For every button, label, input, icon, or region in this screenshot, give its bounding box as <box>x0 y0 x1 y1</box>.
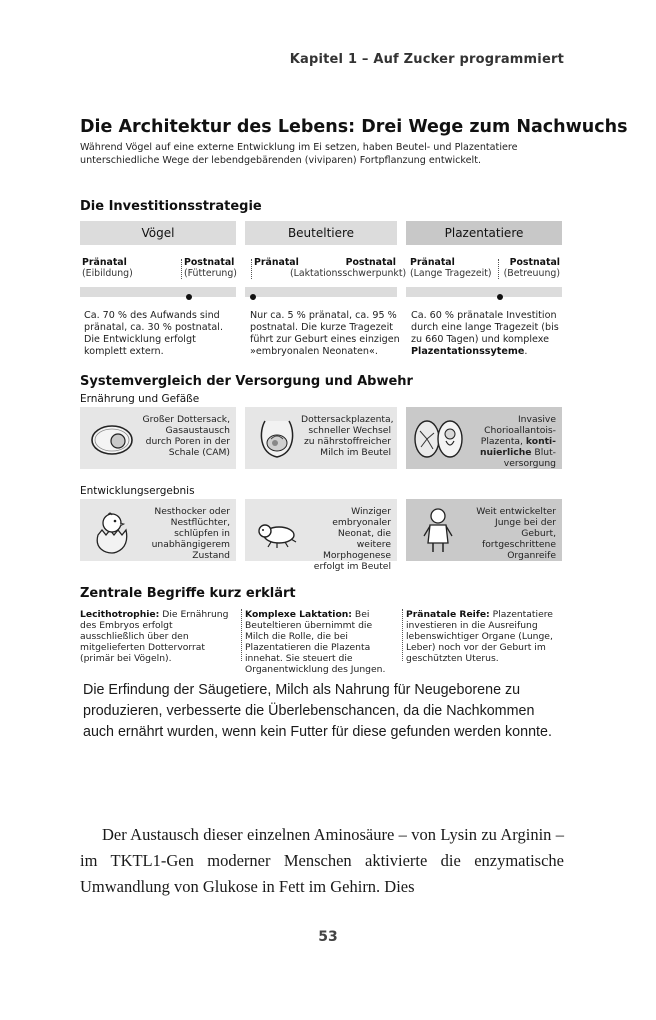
investment-bar-placentals <box>406 287 562 297</box>
phase-post-placentals: Postnatal (Betreuung) <box>503 257 560 279</box>
intro-text: Während Vögel auf eine externe Entwicklung im Ei setzen, haben Beutel- und Plazentatiere unterschiedliche Wege der lebendgebärenden (viviparen) Fortpflanzung entwickelt. <box>80 142 518 166</box>
running-head: Kapitel 1 – Auf Zucker programmiert <box>289 52 564 67</box>
page-title: Die Architektur des Lebens: Drei Wege zum Nachwuchs <box>80 117 628 137</box>
marsupials-nutrition-text: Dottersackplazenta, schneller Wechsel zu nährstoffreicher Milch im Beutel <box>301 414 394 458</box>
phase-pre-marsupials: Pränatal <box>254 257 299 268</box>
birds-investment-text: Ca. 70 % des Aufwands sind pränatal, ca. 30 % postnatal. Die Entwicklung erfolgt komplett extern. <box>84 310 223 357</box>
birds-nutrition-box <box>80 407 236 469</box>
placentals-outcome-text: Weit entwickelter Junge bei der Geburt, fortgeschrittene Organreife <box>476 506 556 561</box>
term-divider <box>402 609 403 661</box>
phase-divider <box>498 259 499 279</box>
system-heading: Systemvergleich der Versorgung und Abwehr <box>80 374 413 389</box>
terms-heading: Zentrale Begriffe kurz erklärt <box>80 586 296 601</box>
marsupials-nutrition-box <box>245 407 397 469</box>
col-head-placentals: Plazentatiere <box>406 221 562 245</box>
marsupials-outcome-box <box>245 499 397 572</box>
yolk-placenta-icon <box>251 413 303 463</box>
phase-pre-birds: Pränatal (Eibildung) <box>82 257 133 279</box>
placentals-nutrition-text: Invasive Chorioallantois-Plazenta, kontinuierliche Blutversorgung <box>479 414 556 469</box>
neonate-icon <box>251 505 303 555</box>
birds-outcome-box <box>80 499 236 561</box>
summary-paragraph: Die Erfindung der Säugetiere, Milch als Nahrung für Neugeborene zu produzieren, verbesserte die Überlebenschancen, da die Nachkommen auch ernährt wurden, wenn kein Futter für diese gefunden werden konnte. <box>83 682 552 740</box>
bar-split-marker <box>250 294 256 300</box>
baby-icon <box>412 505 464 555</box>
hatching-chick-icon <box>86 505 138 555</box>
row2-label: Entwicklungsergebnis <box>80 485 195 497</box>
bar-split-marker <box>497 294 503 300</box>
phase-divider <box>251 259 252 279</box>
placentals-nutrition-box <box>406 407 562 469</box>
placentals-outcome-box <box>406 499 562 561</box>
marsupials-outcome-text: Winziger embryonaler Neonat, die weitere Morphogenese erfolgt im Beutel <box>313 506 391 572</box>
col-head-birds: Vögel <box>80 221 236 245</box>
phase-post-marsupials: Postnatal (Laktationsschwerpunkt) <box>290 257 407 279</box>
phase-post-birds: Postnatal (Fütterung) <box>184 257 237 279</box>
egg-icon <box>86 413 138 463</box>
investment-bar-marsupials <box>245 287 397 297</box>
investment-bar-birds <box>80 287 236 297</box>
placentals-investment-text: Ca. 60 % pränatale Investition durch eine lange Tragezeit (bis zu 660 Tagen) und komplexe Plazentationssyteme. <box>411 310 559 357</box>
page-number: 53 <box>318 929 338 945</box>
investment-heading: Die Investitionsstrategie <box>80 199 262 214</box>
term-prenatal-maturity: Pränatale Reife: Plazentatiere investieren in die Ausreifung lebenswichtiger Organe (Lunge, Leber) noch vor der Geburt im geschützten Uterus. <box>406 609 553 664</box>
birds-nutrition-text: Großer Dottersack, Gasaustausch durch Poren in der Schale (CAM) <box>142 414 230 458</box>
phase-pre-placentals: Pränatal (Lange Tragezeit) <box>410 257 492 279</box>
term-lactation: Komplexe Laktation: Bei Beuteltieren übernimmt die Milch die Rolle, die bei Plazentatieren die Plazenta innehat. Sie steuert die Organentwicklung des Jungen. <box>245 609 386 675</box>
phase-divider <box>181 259 182 279</box>
body-paragraph: Der Austausch dieser einzelnen Aminosäure – von Lysin zu Arginin – im TKTL1-Gen moderner Menschen aktivierte die enzymatische Umwandlung von Glukose in Fett im Gehirn. Dies <box>80 825 564 896</box>
marsupials-investment-text: Nur ca. 5 % pränatal, ca. 95 % postnatal. Die kurze Tragezeit führt zur Geburt eines einzigen »embryonalen Neonaten«. <box>250 310 400 357</box>
row1-label: Ernährung und Gefäße <box>80 393 200 405</box>
bar-split-marker <box>186 294 192 300</box>
term-lecithotrophy: Lecithotrophie: Die Ernährung des Embryos erfolgt ausschließlich über den mitgelieferten Dottervorrat (primär bei Vögeln). <box>80 609 229 664</box>
placenta-icon <box>412 413 464 463</box>
term-divider <box>241 609 242 661</box>
birds-outcome-text: Nesthocker oder Nestflüchter, schlüpfen in unabhängigerem Zustand <box>151 506 230 561</box>
col-head-marsupials: Beuteltiere <box>245 221 397 245</box>
